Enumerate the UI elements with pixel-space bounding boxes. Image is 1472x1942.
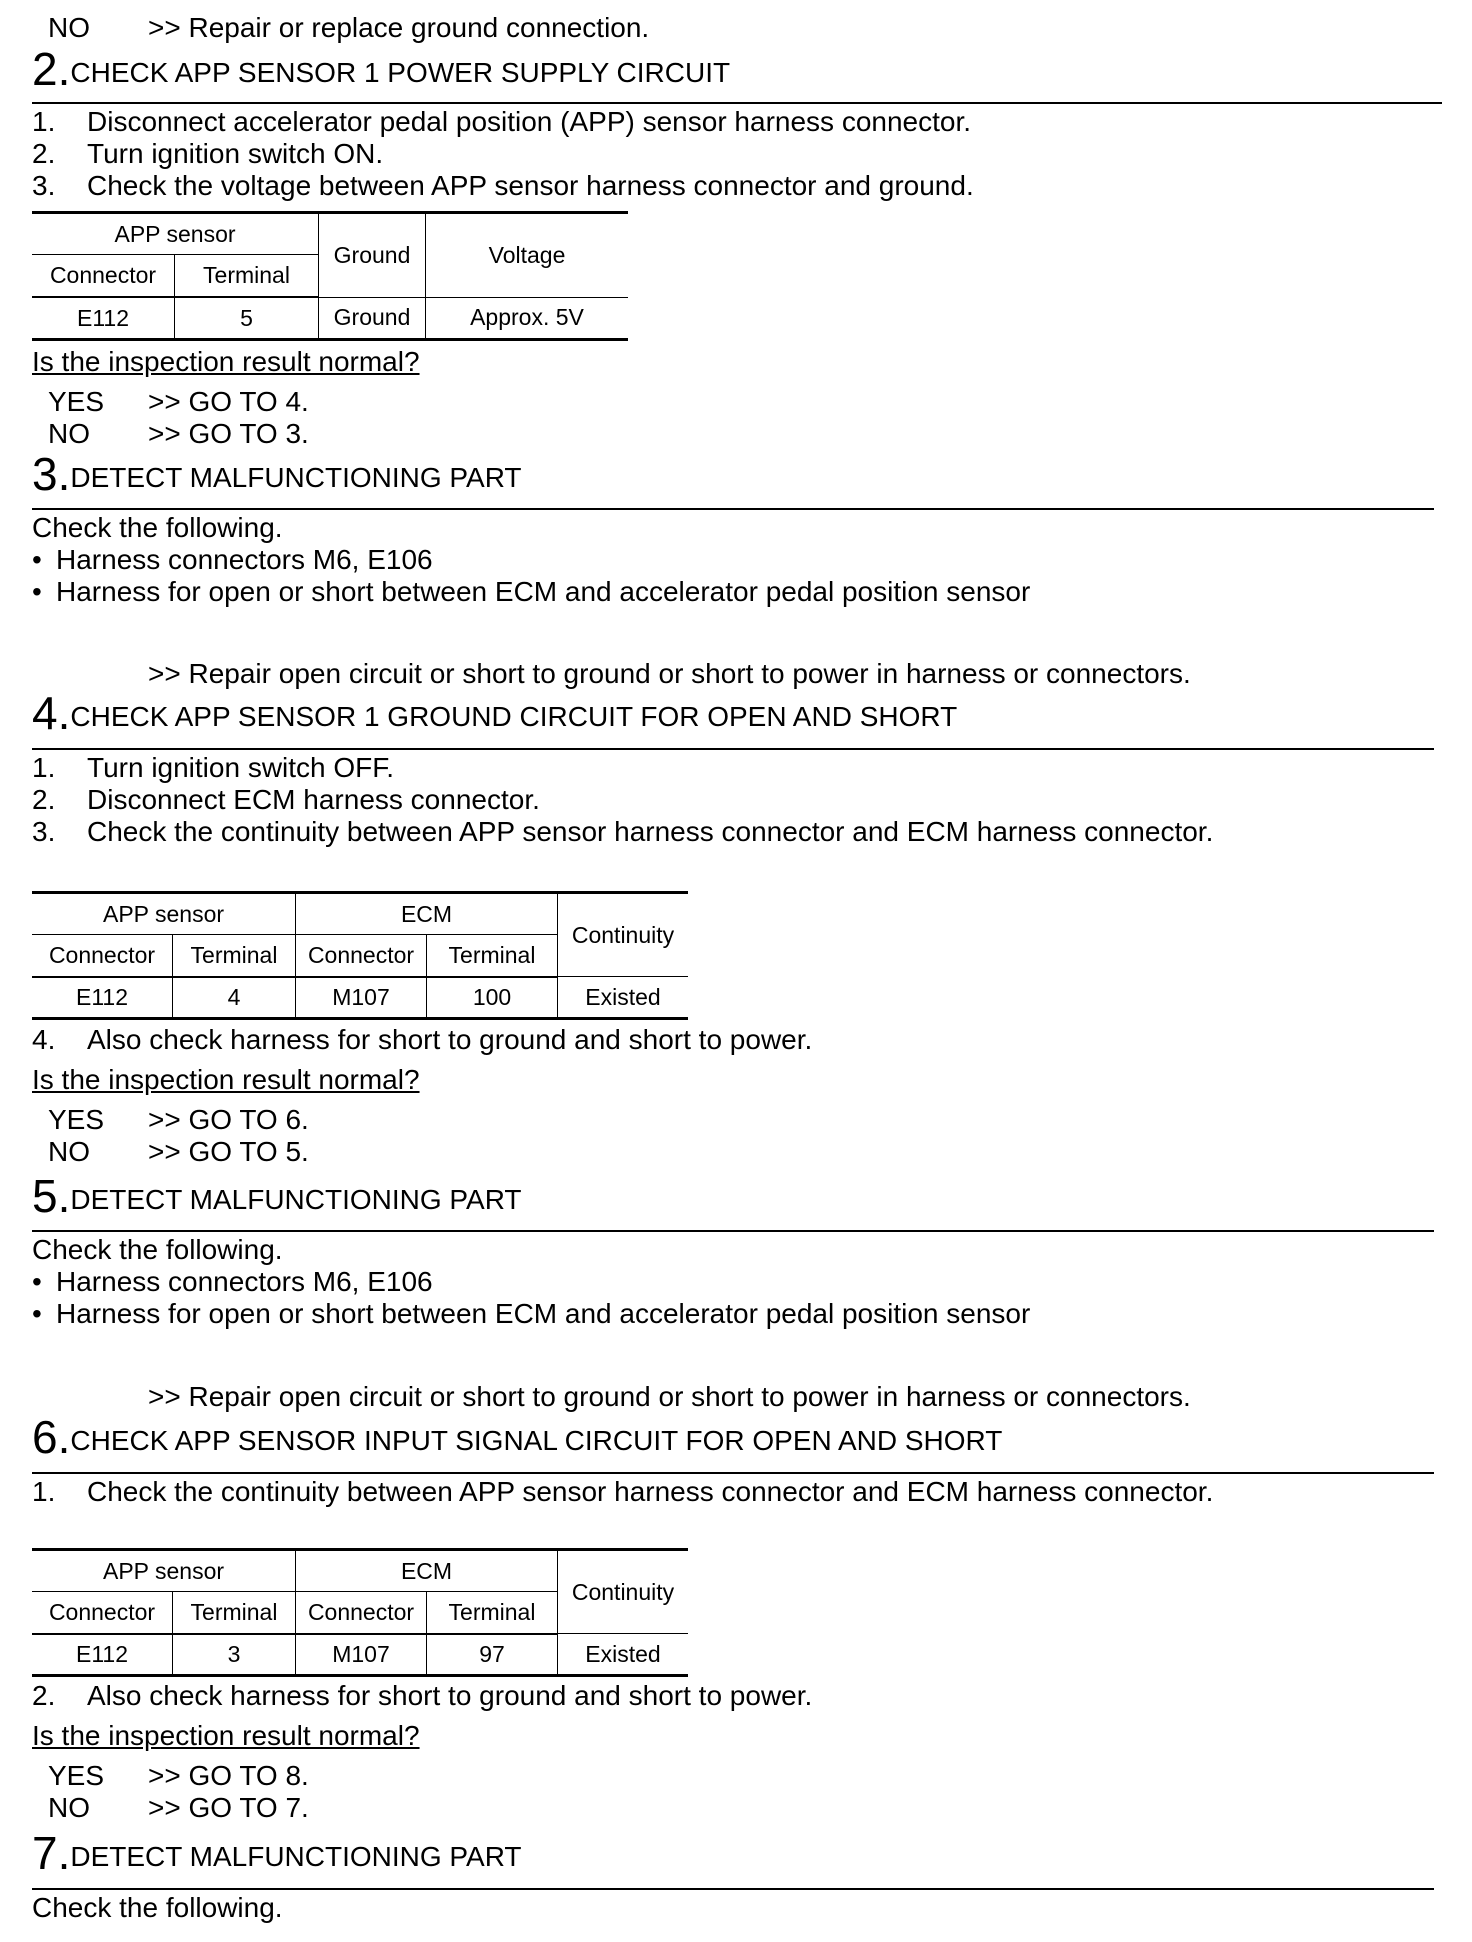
header-connector: Connector — [296, 1592, 427, 1634]
answer-text: >> GO TO 8. — [148, 1760, 309, 1791]
item-text: Check the voltage between APP sensor harness connector and ground. — [87, 170, 974, 201]
cell-ecm-terminal: 100 — [427, 977, 558, 1019]
cell-ecm-terminal: 97 — [427, 1634, 558, 1676]
cell-ecm-connector: M107 — [296, 977, 427, 1019]
item-text: Check the continuity between APP sensor harness connector and ECM harness connector. — [87, 1476, 1214, 1507]
step-number: 2. — [32, 43, 71, 95]
step-heading-7 — [32, 1827, 522, 1879]
step-list-item — [32, 138, 383, 170]
continuity-spec-table — [32, 891, 688, 1020]
section-rule — [32, 508, 1434, 510]
step-list-item — [32, 1680, 812, 1712]
item-text: Also check harness for short to ground and short to power. — [87, 1024, 813, 1055]
header-terminal: Terminal — [173, 1592, 296, 1634]
step-number: 6. — [32, 1411, 71, 1463]
step-heading-6 — [32, 1411, 1003, 1463]
step-title: DETECT MALFUNCTIONING PART — [70, 1184, 522, 1215]
cell-voltage: Approx. 5V — [426, 297, 629, 339]
answer-text: >> GO TO 6. — [148, 1104, 309, 1135]
bullet-icon: • — [32, 1266, 42, 1297]
answer-no — [48, 1792, 309, 1824]
item-number: 3. — [32, 170, 56, 201]
header-continuity: Continuity — [558, 1550, 689, 1634]
answer-no — [48, 12, 649, 44]
bullet-icon: • — [32, 1298, 42, 1329]
bullet-text: Harness connectors M6, E106 — [56, 1266, 433, 1297]
answer-text: >> GO TO 3. — [148, 418, 309, 449]
item-number: 1. — [32, 1476, 56, 1507]
check-intro: Check the following. — [32, 512, 283, 543]
answer-no — [48, 418, 309, 450]
cell-connector: E112 — [32, 297, 175, 339]
answer-yes — [48, 1760, 309, 1792]
bullet-item — [32, 576, 1030, 608]
inspection-question: Is the inspection result normal? — [32, 1064, 420, 1095]
step-list-item — [32, 1476, 1213, 1508]
continuity-spec-table — [32, 1548, 688, 1677]
section-rule — [32, 1888, 1434, 1890]
step-list-item — [32, 784, 540, 816]
header-connector: Connector — [32, 255, 175, 297]
answer-text: >> GO TO 5. — [148, 1136, 309, 1167]
result-text: >> Repair open circuit or short to ground or short to power in harness or connectors. — [148, 1381, 1191, 1412]
item-text: Disconnect accelerator pedal position (APP) sensor harness connector. — [87, 106, 972, 137]
step-number: 4. — [32, 687, 71, 739]
section-rule — [32, 748, 1434, 750]
item-number: 1. — [32, 752, 56, 783]
header-app-sensor: APP sensor — [32, 893, 296, 935]
cell-continuity: Existed — [558, 1634, 689, 1676]
check-intro: Check the following. — [32, 1234, 283, 1265]
step-number: 5. — [32, 1170, 71, 1222]
step-list-item — [32, 170, 974, 202]
item-number: 2. — [32, 138, 56, 169]
item-number: 4. — [32, 1024, 56, 1055]
item-number: 2. — [32, 1680, 56, 1711]
bullet-text: Harness for open or short between ECM and accelerator pedal position sensor — [56, 576, 1031, 607]
bullet-text: Harness for open or short between ECM and accelerator pedal position sensor — [56, 1298, 1031, 1329]
item-text: Turn ignition switch OFF. — [87, 752, 395, 783]
answer-text: >> Repair or replace ground connection. — [148, 12, 650, 43]
step-title: CHECK APP SENSOR 1 POWER SUPPLY CIRCUIT — [70, 57, 731, 88]
section-rule — [32, 1472, 1434, 1474]
step-list-item — [32, 752, 394, 784]
item-number: 3. — [32, 816, 56, 847]
inspection-question: Is the inspection result normal? — [32, 1720, 420, 1751]
header-terminal: Terminal — [175, 255, 319, 297]
header-app-sensor: APP sensor — [32, 213, 319, 255]
cell-app-terminal: 4 — [173, 977, 296, 1019]
step-heading-2 — [32, 43, 731, 95]
answer-key: NO — [48, 1792, 90, 1823]
header-ground: Ground — [319, 213, 426, 298]
answer-key: NO — [48, 1136, 90, 1167]
cell-ground: Ground — [319, 297, 426, 339]
header-continuity: Continuity — [558, 893, 689, 977]
cell-app-terminal: 3 — [173, 1634, 296, 1676]
bullet-item — [32, 1266, 433, 1298]
item-text: Disconnect ECM harness connector. — [87, 784, 540, 815]
bullet-item — [32, 1298, 1030, 1330]
section-rule — [32, 102, 1442, 104]
step-number: 7. — [32, 1827, 71, 1879]
result-text: >> Repair open circuit or short to ground or short to power in harness or connectors. — [148, 658, 1191, 689]
header-ecm: ECM — [296, 1550, 558, 1592]
answer-text: >> GO TO 7. — [148, 1792, 309, 1823]
answer-key: NO — [48, 12, 90, 43]
bullet-icon: • — [32, 544, 42, 575]
cell-continuity: Existed — [558, 977, 689, 1019]
answer-key: YES — [48, 1760, 105, 1791]
cell-terminal: 5 — [175, 297, 319, 339]
cell-ecm-connector: M107 — [296, 1634, 427, 1676]
header-connector: Connector — [32, 1592, 173, 1634]
answer-key: NO — [48, 418, 90, 449]
step-title: DETECT MALFUNCTIONING PART — [70, 462, 522, 493]
bullet-text: Harness connectors M6, E106 — [56, 544, 433, 575]
item-number: 2. — [32, 784, 56, 815]
header-app-sensor: APP sensor — [32, 1550, 296, 1592]
header-connector: Connector — [296, 935, 427, 977]
step-list-item — [32, 1024, 812, 1056]
step-number: 3. — [32, 448, 71, 500]
step-list-item — [32, 816, 1213, 848]
answer-text: >> GO TO 4. — [148, 386, 309, 417]
cell-app-connector: E112 — [32, 1634, 173, 1676]
header-ecm: ECM — [296, 893, 558, 935]
step-title: CHECK APP SENSOR 1 GROUND CIRCUIT FOR OPEN AND SHORT — [70, 701, 958, 732]
step-heading-4 — [32, 687, 958, 739]
check-intro: Check the following. — [32, 1892, 283, 1923]
voltage-spec-table — [32, 211, 628, 341]
bullet-icon: • — [32, 576, 42, 607]
answer-yes — [48, 1104, 309, 1136]
answer-key: YES — [48, 386, 105, 417]
item-number: 1. — [32, 106, 56, 137]
bullet-item — [32, 544, 433, 576]
item-text: Turn ignition switch ON. — [87, 138, 384, 169]
answer-no — [48, 1136, 309, 1168]
answer-key: YES — [48, 1104, 105, 1135]
header-terminal: Terminal — [173, 935, 296, 977]
cell-app-connector: E112 — [32, 977, 173, 1019]
section-rule — [32, 1230, 1434, 1232]
header-terminal: Terminal — [427, 1592, 558, 1634]
inspection-question: Is the inspection result normal? — [32, 346, 420, 377]
step-heading-3 — [32, 448, 522, 500]
step-heading-5 — [32, 1170, 522, 1222]
answer-yes — [48, 386, 309, 418]
item-text: Check the continuity between APP sensor harness connector and ECM harness connector. — [87, 816, 1214, 847]
step-title: DETECT MALFUNCTIONING PART — [70, 1841, 522, 1872]
header-connector: Connector — [32, 935, 173, 977]
step-list-item — [32, 106, 971, 138]
header-terminal: Terminal — [427, 935, 558, 977]
step-title: CHECK APP SENSOR INPUT SIGNAL CIRCUIT FOR OPEN AND SHORT — [70, 1425, 1003, 1456]
header-voltage: Voltage — [426, 213, 629, 298]
item-text: Also check harness for short to ground and short to power. — [87, 1680, 813, 1711]
